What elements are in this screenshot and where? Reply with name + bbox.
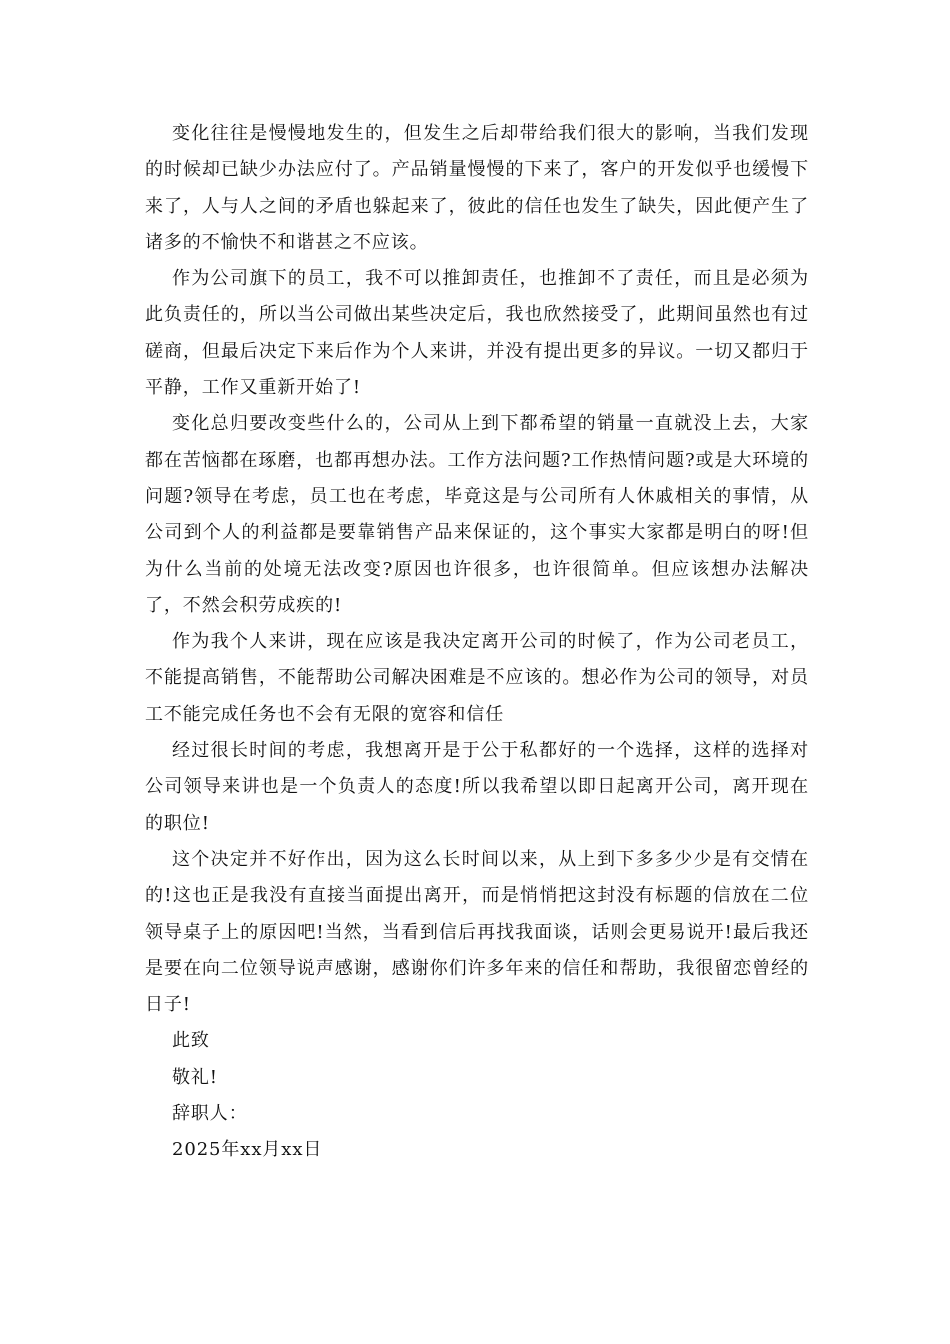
paragraph-2: 作为公司旗下的员工，我不可以推卸责任，也推卸不了责任，而且是必须为此负责任的，所以当公司做出某些决定后，我也欣然接受了，此期间虽然也有过磋商，但最后决定下来后作为个人来讲，并没有提出更多的异议。一切又都归于平静，工作又重新开始了! bbox=[145, 268, 809, 399]
signature-line: 辞职人： bbox=[172, 1103, 248, 1125]
paragraph-5: 经过很长时间的考虑，我想离开是于公于私都好的一个选择，这样的选择对公司领导来讲也是一个负责人的态度!所以我希望以即日起离开公司，离开现在的职位! bbox=[145, 740, 809, 834]
letter-body bbox=[145, 116, 809, 1169]
paragraph-4: 作为我个人来讲，现在应该是我决定离开公司的时候了，作为公司老员工，不能提高销售，不能帮助公司解决困难是不应该的。想必作为公司的领导，对员工不能完成任务也不会有无限的宽容和信任 bbox=[145, 631, 809, 725]
paragraph-1: 变化往往是慢慢地发生的，但发生之后却带给我们很大的影响，当我们发现的时候却已缺少办法应付了。产品销量慢慢的下来了，客户的开发似乎也缓慢下来了，人与人之间的矛盾也躲起来了，彼此的信任也发生了缺失，因此便产生了诸多的不愉快不和谐甚之不应该。 bbox=[145, 123, 809, 253]
closing-respect: 敬礼! bbox=[172, 1066, 218, 1088]
date-line: 2025年xx月xx日 bbox=[172, 1139, 323, 1161]
paragraph-6: 这个决定并不好作出，因为这么长时间以来，从上到下多多少少是有交情在的!这也正是我没有直接当面提出离开，而是悄悄把这封没有标题的信放在二位领导桌子上的原因吧!当然，当看到信后再找我面谈，话则会更易说开!最后我还是要在向二位领导说声感谢，感谢你们许多年来的信任和帮助，我很留恋曾经的日子! bbox=[145, 848, 809, 1016]
closing-salutation: 此致 bbox=[172, 1030, 210, 1052]
paragraph-3: 变化总归要改变些什么的，公司从上到下都希望的销量一直就没上去，大家都在苦恼都在琢磨，也都再想办法。工作方法问题?工作热情问题?或是大环境的问题?领导在考虑，员工也在考虑，毕竟这是与公司所有人休戚相关的事情，从公司到个人的利益都是要靠销售产品来保证的，这个事实大家都是明白的呀!但为什么当前的处境无法改变?原因也许很多，也许很简单。但应该想办法解决了，不然会积劳成疾的! bbox=[145, 413, 809, 616]
